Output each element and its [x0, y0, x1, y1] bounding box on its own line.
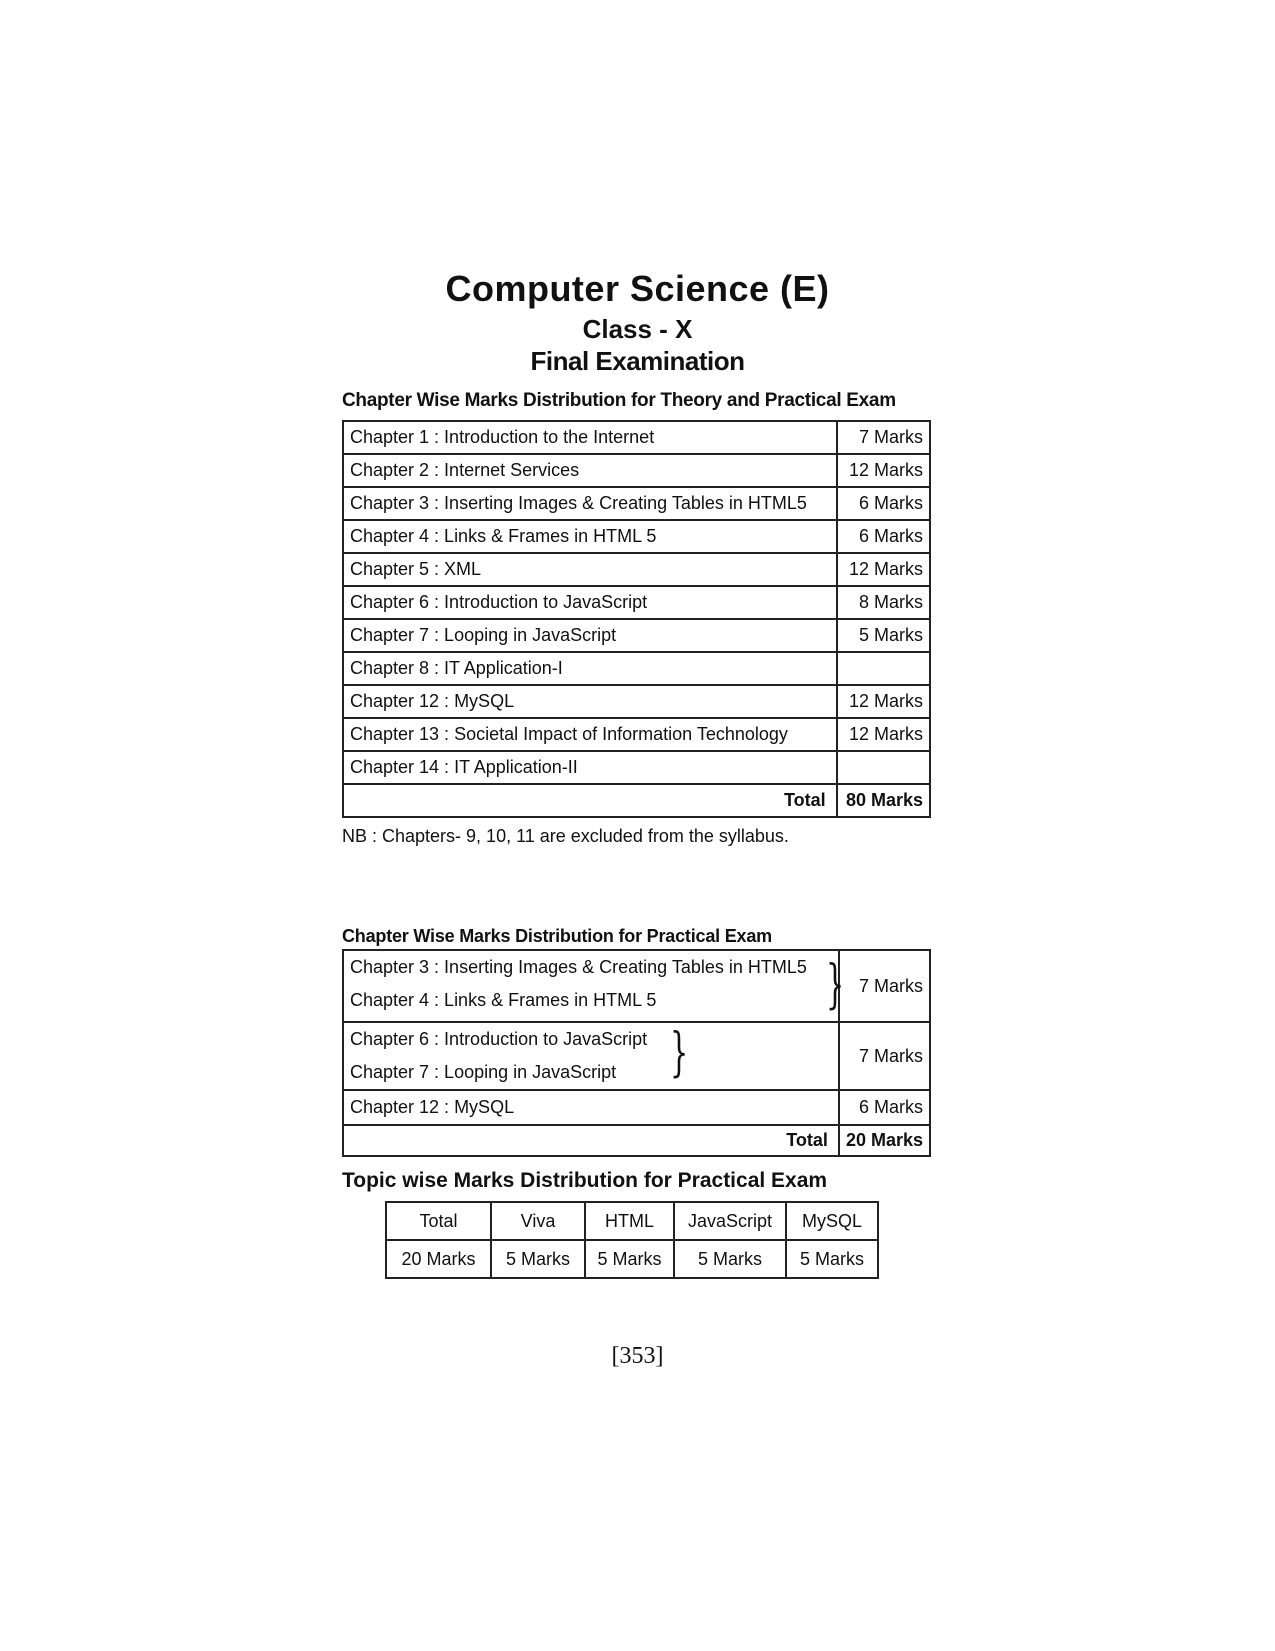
marks-cell	[837, 652, 930, 685]
chapter-group-cell	[343, 1022, 839, 1090]
marks-cell: 12 Marks	[837, 454, 930, 487]
chapter-group-cell	[343, 950, 845, 1022]
practical-marks-table	[342, 949, 931, 1157]
chapter-cell: Chapter 3 : Inserting Images & Creating Tables in HTML5	[343, 487, 837, 520]
marks-cell: 7 Marks	[839, 1022, 930, 1090]
table-row	[343, 685, 930, 718]
marks-cell: 6 Marks	[837, 487, 930, 520]
marks-cell: 12 Marks	[837, 553, 930, 586]
chapter-cell: Chapter 8 : IT Application-I	[343, 652, 837, 685]
page-number: [353]	[611, 1343, 664, 1369]
chapter-cell: Chapter 1 : Introduction to the Internet	[343, 421, 837, 454]
chapter-cell: Chapter 12 : MySQL	[343, 1090, 839, 1125]
table-row	[343, 520, 930, 553]
theory-marks-table	[342, 420, 931, 818]
chapter-line: Chapter 7 : Looping in JavaScript	[350, 1062, 617, 1082]
chapter-cell: Chapter 2 : Internet Services	[343, 454, 837, 487]
table-row	[343, 718, 930, 751]
column-header: JavaScript	[674, 1202, 786, 1240]
syllabus-note: NB : Chapters- 9, 10, 11 are excluded from the syllabus.	[342, 826, 789, 846]
table-row	[343, 1090, 930, 1125]
exam-label: Final Examination	[530, 346, 745, 376]
table-row	[343, 652, 930, 685]
marks-cell: 6 Marks	[839, 1090, 930, 1125]
chapter-cell: Chapter 12 : MySQL	[343, 685, 837, 718]
value-cell: 5 Marks	[786, 1240, 878, 1278]
value-cell: 5 Marks	[674, 1240, 786, 1278]
chapter-line: Chapter 4 : Links & Frames in HTML 5	[350, 990, 657, 1010]
curly-brace-icon: }	[826, 955, 845, 1015]
chapter-cell: Chapter 6 : Introduction to JavaScript	[343, 586, 837, 619]
column-header: Viva	[491, 1202, 585, 1240]
marks-cell: 7 Marks	[837, 421, 930, 454]
table-row	[343, 487, 930, 520]
marks-cell: 12 Marks	[837, 718, 930, 751]
marks-cell: 5 Marks	[837, 619, 930, 652]
chapter-cell: Chapter 14 : IT Application-II	[343, 751, 837, 784]
table-header-row	[386, 1202, 878, 1240]
table-row	[343, 454, 930, 487]
marks-cell: 12 Marks	[837, 685, 930, 718]
chapter-line: Chapter 3 : Inserting Images & Creating Tables in HTML5	[350, 957, 807, 977]
class-label: Class - X	[582, 314, 693, 344]
theory-section-heading: Chapter Wise Marks Distribution for Theory and Practical Exam	[342, 390, 896, 411]
value-cell: 5 Marks	[491, 1240, 585, 1278]
marks-cell	[837, 751, 930, 784]
table-row	[343, 751, 930, 784]
marks-cell: 8 Marks	[837, 586, 930, 619]
page-title: Computer Science (E)	[445, 268, 830, 309]
value-cell: 5 Marks	[585, 1240, 674, 1278]
total-marks: 20 Marks	[839, 1125, 930, 1156]
total-label: Total	[343, 784, 837, 817]
table-row	[343, 421, 930, 454]
topic-section-heading: Topic wise Marks Distribution for Practical Exam	[342, 1169, 828, 1192]
chapter-line: Chapter 6 : Introduction to JavaScript	[350, 1029, 648, 1049]
column-header: MySQL	[786, 1202, 878, 1240]
table-row	[343, 950, 930, 1022]
topic-marks-table	[385, 1201, 879, 1279]
total-marks: 80 Marks	[837, 784, 930, 817]
table-row	[343, 586, 930, 619]
table-row	[343, 553, 930, 586]
curly-brace-icon: }	[670, 1023, 689, 1083]
column-header: HTML	[585, 1202, 674, 1240]
table-row	[343, 619, 930, 652]
total-label: Total	[343, 1125, 839, 1156]
chapter-cell: Chapter 4 : Links & Frames in HTML 5	[343, 520, 837, 553]
total-row	[343, 784, 930, 817]
column-header: Total	[386, 1202, 491, 1240]
total-row	[343, 1125, 930, 1156]
chapter-cell: Chapter 5 : XML	[343, 553, 837, 586]
chapter-cell: Chapter 13 : Societal Impact of Information Technology	[343, 718, 837, 751]
marks-cell: 6 Marks	[837, 520, 930, 553]
table-row	[343, 1022, 930, 1090]
chapter-cell: Chapter 7 : Looping in JavaScript	[343, 619, 837, 652]
table-row	[386, 1240, 878, 1278]
value-cell: 20 Marks	[386, 1240, 491, 1278]
practical-section-heading: Chapter Wise Marks Distribution for Practical Exam	[342, 926, 772, 946]
marks-cell: 7 Marks	[839, 950, 930, 1022]
